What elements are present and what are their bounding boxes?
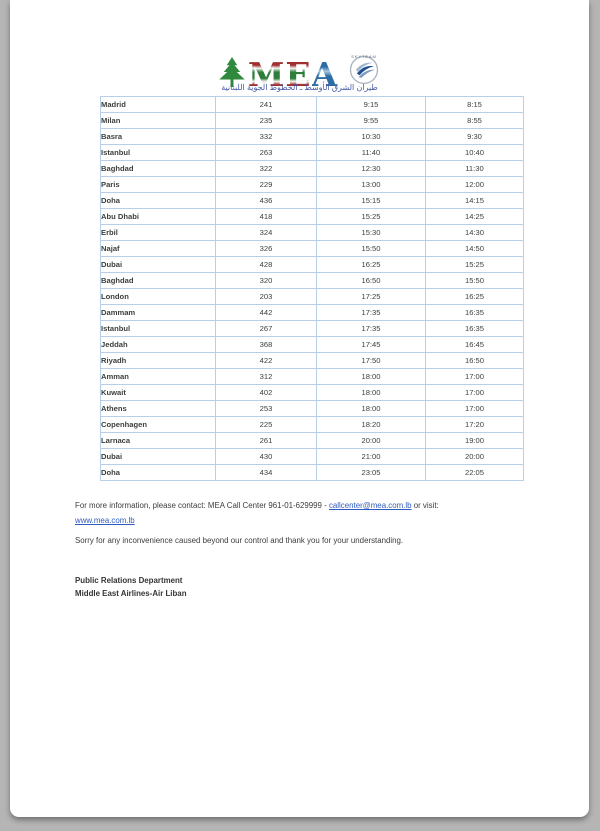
apology-text: Sorry for any inconvenience caused beyond our control and thank you for your understanding. <box>75 536 404 545</box>
flight-number-cell: 253 <box>216 401 317 417</box>
flight-number-cell: 263 <box>216 145 317 161</box>
flight-row <box>101 369 524 385</box>
arrival-time-cell: 11:30 <box>426 161 524 177</box>
flight-number-cell: 422 <box>216 353 317 369</box>
contact-text-suffix: or visit: <box>411 501 439 510</box>
flight-row <box>101 449 524 465</box>
flight-row <box>101 385 524 401</box>
flight-row <box>101 289 524 305</box>
city-cell: Milan <box>101 113 216 129</box>
city-cell: Dubai <box>101 449 216 465</box>
arrival-time-cell: 16:35 <box>426 305 524 321</box>
contact-paragraph <box>75 499 557 528</box>
departure-time-cell: 17:50 <box>317 353 426 369</box>
skyteam-logo-icon <box>346 51 382 87</box>
flight-number-cell: 241 <box>216 97 317 113</box>
arrival-time-cell: 8:15 <box>426 97 524 113</box>
flight-number-cell: 225 <box>216 417 317 433</box>
flight-number-cell: 326 <box>216 241 317 257</box>
departure-time-cell: 18:20 <box>317 417 426 433</box>
city-cell: Paris <box>101 177 216 193</box>
flight-number-cell: 442 <box>216 305 317 321</box>
departure-time-cell: 23:05 <box>317 465 426 481</box>
website-link[interactable]: www.mea.com.lb <box>75 515 135 525</box>
flight-row <box>101 433 524 449</box>
departure-time-cell: 17:35 <box>317 321 426 337</box>
flight-number-cell: 235 <box>216 113 317 129</box>
departure-time-cell: 9:55 <box>317 113 426 129</box>
flight-row <box>101 193 524 209</box>
flight-number-cell: 320 <box>216 273 317 289</box>
city-cell: Baghdad <box>101 161 216 177</box>
city-cell: Istanbul <box>101 145 216 161</box>
city-cell: Baghdad <box>101 273 216 289</box>
signature-department: Public Relations Department <box>75 576 183 585</box>
departure-time-cell: 15:15 <box>317 193 426 209</box>
flight-row <box>101 177 524 193</box>
svg-text:SKYTEAM: SKYTEAM <box>351 54 377 60</box>
arrival-time-cell: 14:25 <box>426 209 524 225</box>
flight-row <box>101 273 524 289</box>
departure-time-cell: 11:40 <box>317 145 426 161</box>
city-cell: Doha <box>101 193 216 209</box>
mea-letter-a: A <box>311 55 339 94</box>
signature-company: Middle East Airlines-Air Liban <box>75 588 187 598</box>
departure-time-cell: 15:30 <box>317 225 426 241</box>
city-cell: Abu Dhabi <box>101 209 216 225</box>
flight-row <box>101 465 524 481</box>
arrival-time-cell: 9:30 <box>426 129 524 145</box>
city-cell: Kuwait <box>101 385 216 401</box>
flight-row <box>101 257 524 273</box>
signature-block <box>75 575 187 600</box>
arrival-time-cell: 22:05 <box>426 465 524 481</box>
city-cell: Dammam <box>101 305 216 321</box>
departure-time-cell: 15:25 <box>317 209 426 225</box>
arrival-time-cell: 17:00 <box>426 385 524 401</box>
flight-number-cell: 322 <box>216 161 317 177</box>
city-cell: Athens <box>101 401 216 417</box>
flight-number-cell: 324 <box>216 225 317 241</box>
flight-row <box>101 209 524 225</box>
flight-number-cell: 434 <box>216 465 317 481</box>
flight-number-cell: 267 <box>216 321 317 337</box>
flight-row <box>101 97 524 113</box>
flight-rows <box>101 97 524 481</box>
flight-row <box>101 145 524 161</box>
flight-number-cell: 229 <box>216 177 317 193</box>
departure-time-cell: 16:25 <box>317 257 426 273</box>
departure-time-cell: 17:35 <box>317 305 426 321</box>
departure-time-cell: 15:50 <box>317 241 426 257</box>
arrival-time-cell: 19:00 <box>426 433 524 449</box>
flight-row <box>101 353 524 369</box>
arrival-time-cell: 17:00 <box>426 401 524 417</box>
departure-time-cell: 9:15 <box>317 97 426 113</box>
arrival-time-cell: 17:00 <box>426 369 524 385</box>
city-cell: Erbil <box>101 225 216 241</box>
flight-row <box>101 129 524 145</box>
arrival-time-cell: 16:35 <box>426 321 524 337</box>
flight-number-cell: 430 <box>216 449 317 465</box>
arrival-time-cell: 17:20 <box>426 417 524 433</box>
flight-row <box>101 225 524 241</box>
city-cell: Copenhagen <box>101 417 216 433</box>
departure-time-cell: 18:00 <box>317 369 426 385</box>
city-cell: Larnaca <box>101 433 216 449</box>
flight-number-cell: 436 <box>216 193 317 209</box>
departure-time-cell: 18:00 <box>317 401 426 417</box>
flight-row <box>101 305 524 321</box>
city-cell: Madrid <box>101 97 216 113</box>
contact-text: For more information, please contact: MEA Call Center 961-01-629999 - <box>75 501 329 510</box>
arrival-time-cell: 14:30 <box>426 225 524 241</box>
arrival-time-cell: 16:25 <box>426 289 524 305</box>
city-cell: Dubai <box>101 257 216 273</box>
arrival-time-cell: 14:50 <box>426 241 524 257</box>
flight-number-cell: 428 <box>216 257 317 273</box>
arrival-time-cell: 16:50 <box>426 353 524 369</box>
departure-time-cell: 16:50 <box>317 273 426 289</box>
email-link[interactable]: callcenter@mea.com.lb <box>328 501 412 510</box>
city-cell: London <box>101 289 216 305</box>
city-cell: Riyadh <box>101 353 216 369</box>
flight-row <box>101 113 524 129</box>
departure-time-cell: 12:30 <box>317 161 426 177</box>
mea-letter-m: M <box>247 55 286 94</box>
departure-time-cell: 18:00 <box>317 385 426 401</box>
departure-time-cell: 20:00 <box>317 433 426 449</box>
flight-number-cell: 312 <box>216 369 317 385</box>
city-cell: Jeddah <box>101 337 216 353</box>
document-page <box>10 0 589 817</box>
flight-row <box>101 417 524 433</box>
city-cell: Najaf <box>101 241 216 257</box>
flight-row <box>101 161 524 177</box>
arabic-slogan: طيران الشرق الأوسط ـ الخطوط الجوية اللبنانية <box>221 83 378 92</box>
arrival-time-cell: 15:25 <box>426 257 524 273</box>
city-cell: Doha <box>101 465 216 481</box>
flight-number-cell: 402 <box>216 385 317 401</box>
arrival-time-cell: 10:40 <box>426 145 524 161</box>
arrival-time-cell: 12:00 <box>426 177 524 193</box>
arrival-time-cell: 15:50 <box>426 273 524 289</box>
arrival-time-cell: 14:15 <box>426 193 524 209</box>
departure-time-cell: 17:45 <box>317 337 426 353</box>
departure-time-cell: 13:00 <box>317 177 426 193</box>
arrival-time-cell: 20:00 <box>426 449 524 465</box>
flight-number-cell: 203 <box>216 289 317 305</box>
departure-time-cell: 10:30 <box>317 129 426 145</box>
departure-time-cell: 21:00 <box>317 449 426 465</box>
departure-time-cell: 17:25 <box>317 289 426 305</box>
city-cell: Amman <box>101 369 216 385</box>
flight-number-cell: 261 <box>216 433 317 449</box>
flight-row <box>101 241 524 257</box>
mea-letter-e: E <box>285 55 312 94</box>
flight-row <box>101 337 524 353</box>
flight-number-cell: 332 <box>216 129 317 145</box>
city-cell: Basra <box>101 129 216 145</box>
flight-schedule-table <box>100 96 524 481</box>
city-cell: Istanbul <box>101 321 216 337</box>
arrival-time-cell: 16:45 <box>426 337 524 353</box>
arrival-time-cell: 8:55 <box>426 113 524 129</box>
flight-number-cell: 418 <box>216 209 317 225</box>
flight-row <box>101 321 524 337</box>
flight-number-cell: 368 <box>216 337 317 353</box>
flight-row <box>101 401 524 417</box>
